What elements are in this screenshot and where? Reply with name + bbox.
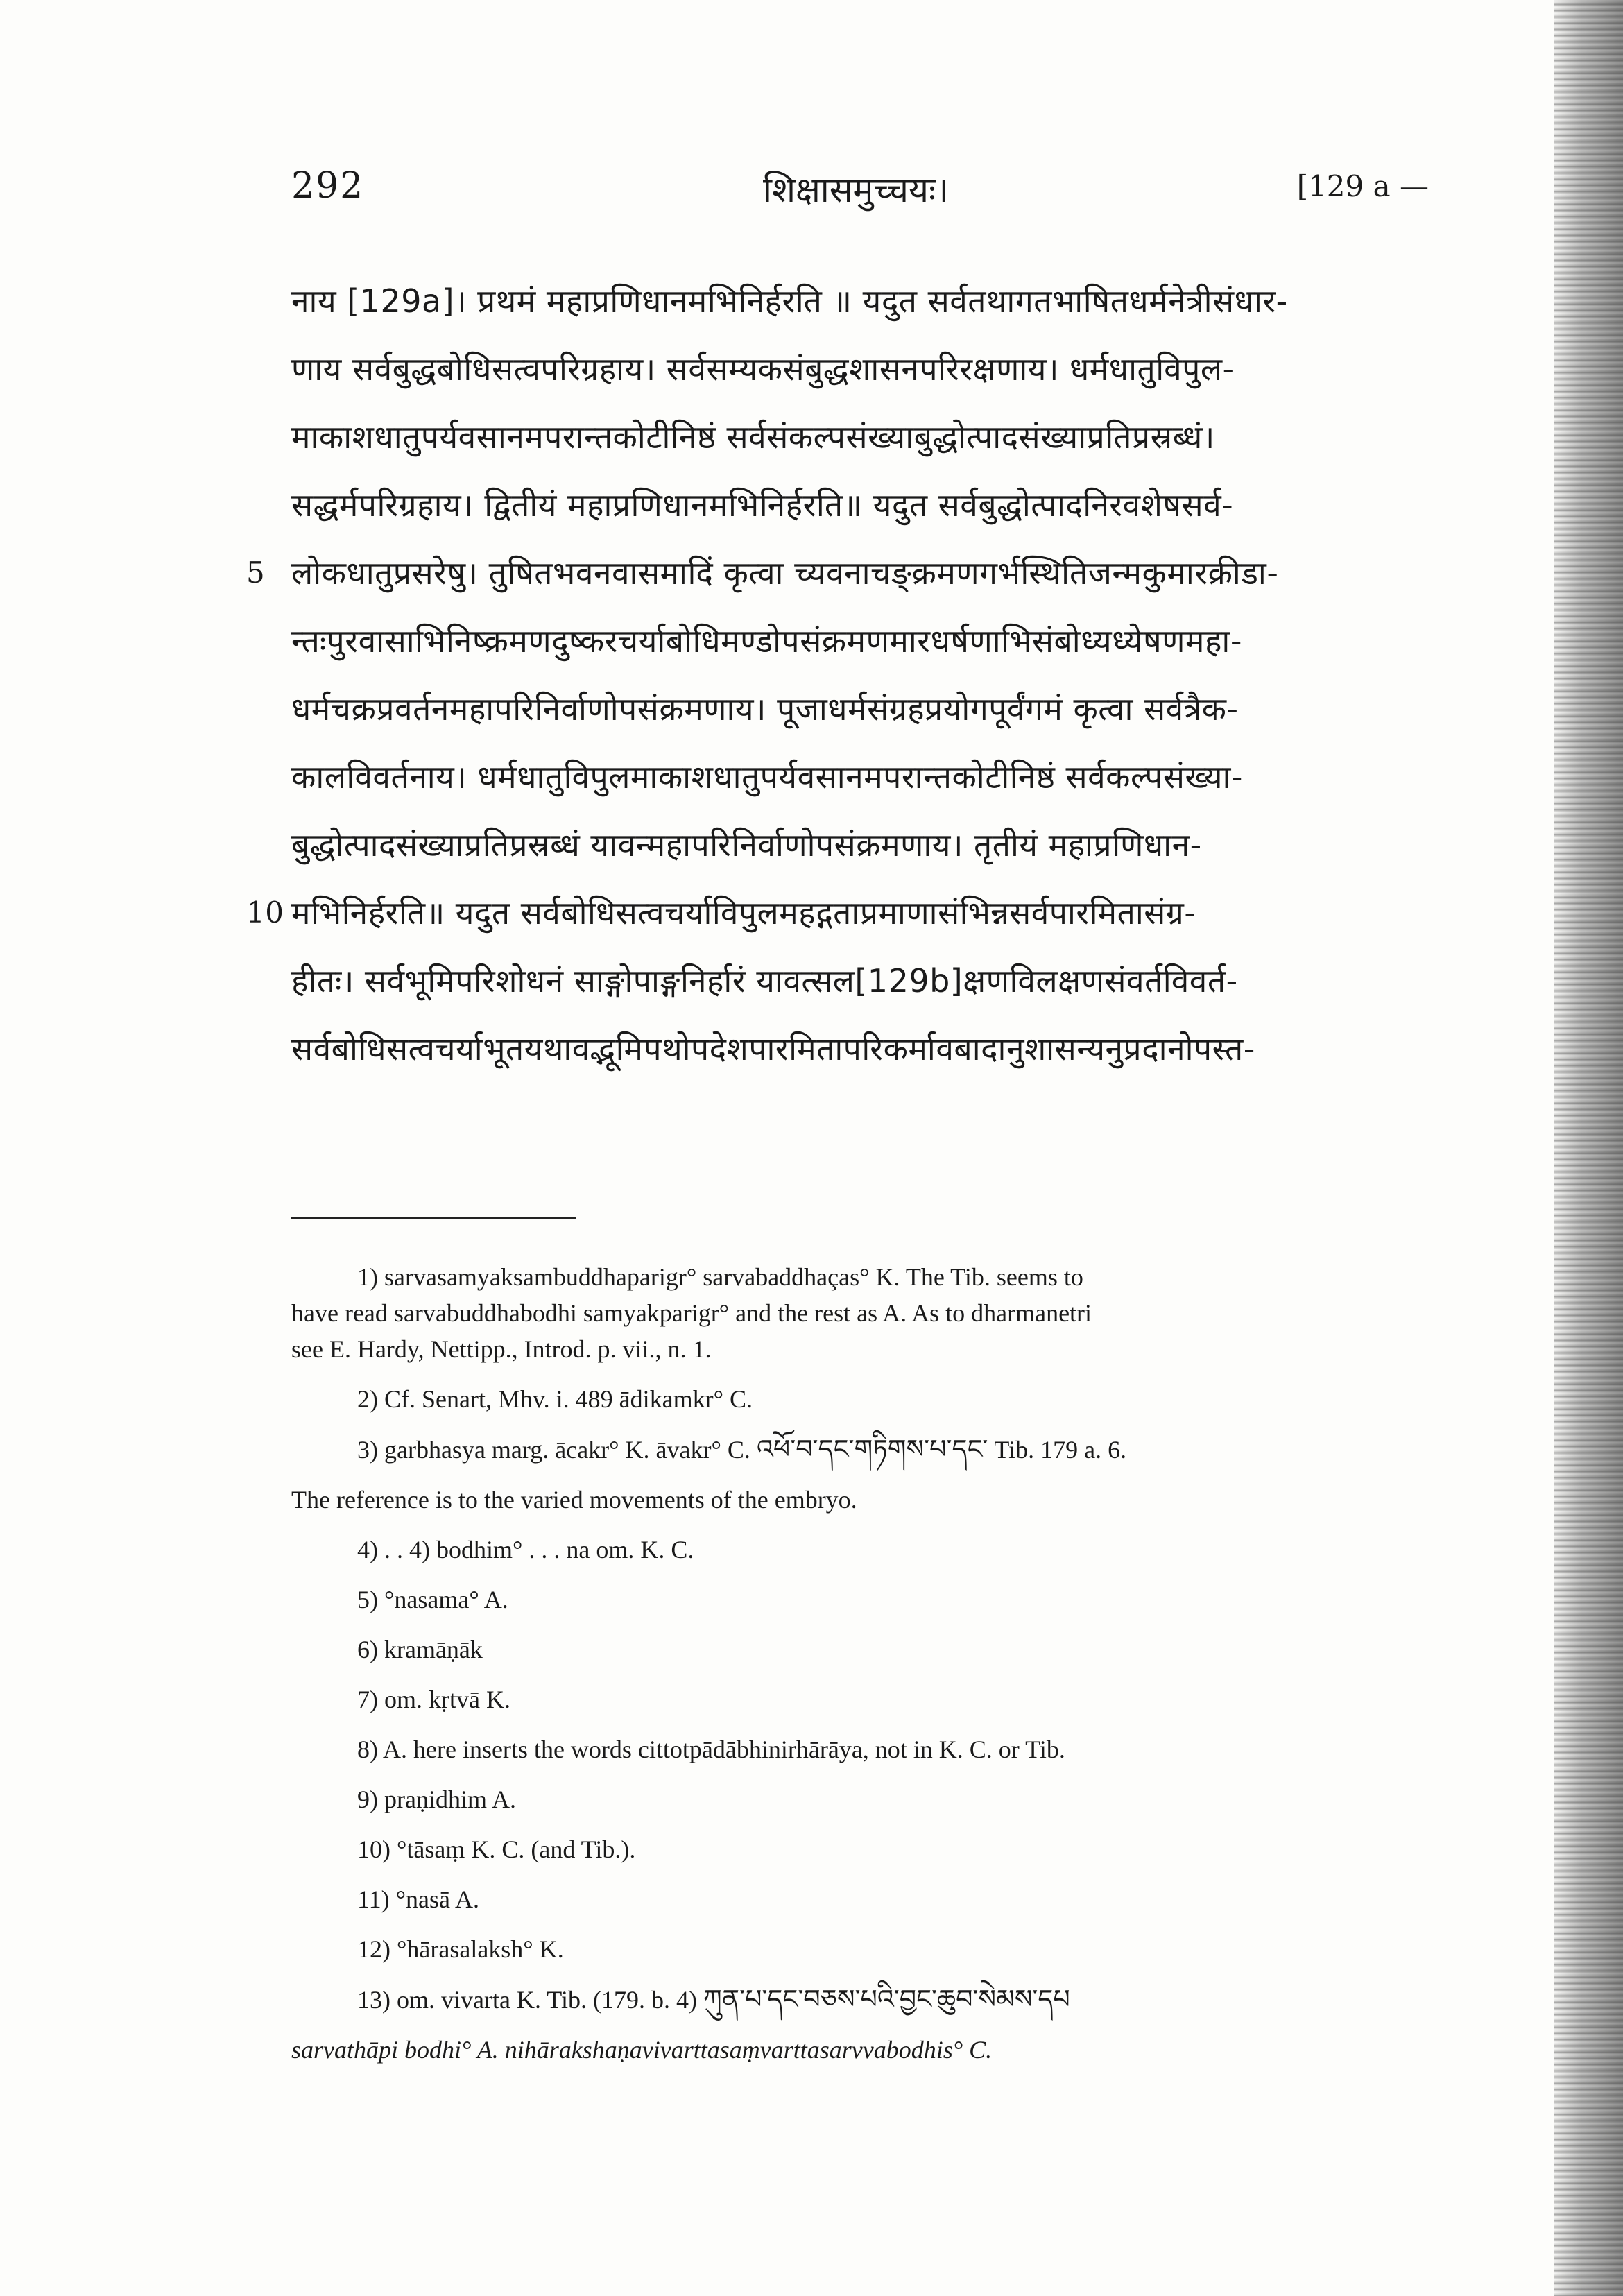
footnote-1 <box>291 1259 1429 1367</box>
tibetan-text: འཕོ་བ་དང་གཏིགས་པ་དང་ <box>756 1434 988 1464</box>
footnote-7: 7) om. kṛtvā K. <box>357 1686 510 1713</box>
text-line <box>291 811 1436 879</box>
text-line <box>291 1015 1436 1083</box>
line-text: णाय सर्वबुद्धबोधिसत्वपरिग्रहाय। सर्वसम्यकसंबुद्धशासनपरिरक्षणाय। धर्मधातुविपुल- <box>291 350 1235 388</box>
line-text: सर्वबोधिसत्वचर्याभूतयथावद्भूमिपथोपदेशपारमितापरिकर्मावबादानुशासन्यनुप्रदानोपस्त- <box>291 1030 1255 1068</box>
footnote-line: 1) sarvasamyaksambuddhaparigr° sarvabaddhaças° K. The Tib. seems to <box>357 1263 1083 1291</box>
tibetan-text: ཀུན་པ་དང་བཅས་པའི་བྱང་ཆུབ་སེམས་དཔ <box>703 1984 1070 2014</box>
footnote-5: 5) °nasama° A. <box>357 1586 508 1613</box>
folio-reference: [129 a — <box>1296 169 1429 203</box>
line-text: सद्धर्मपरिग्रहाय। द्वितीयं महाप्रणिधानमभिनिर्हरति॥ यदुत सर्वबुद्धोत्पादनिरवशेषसर्व- <box>291 486 1234 524</box>
line-text: माकाशधातुपर्यवसानमपरान्तकोटीनिष्ठं सर्वसंकल्पसंख्याबुद्धोत्पादसंख्याप्रतिप्रस्रब्धं। <box>291 418 1215 456</box>
footnote-separator-rule <box>291 1217 576 1219</box>
footnote-3 <box>291 1431 1429 1468</box>
line-number: 5 <box>246 556 266 590</box>
line-text: हीतः। सर्वभूमिपरिशोधनं साङ्गोपाङ्गनिर्हारं यावत्सल[129b]क्षणविलक्षणसंवर्तविवर्त- <box>291 962 1238 1000</box>
line-text: मभिनिर्हरति॥ यदुत सर्वबोधिसत्वचर्याविपुलमहद्गताप्रमाणासंभिन्नसर्वपारमितासंग्र- <box>291 894 1196 932</box>
footnote-6: 6) kramāṇāk <box>357 1636 483 1663</box>
page-number: 292 <box>291 165 365 207</box>
footnote-10: 10) °tāsaṃ K. C. (and Tib.). <box>357 1835 636 1863</box>
text-line <box>291 675 1436 743</box>
text-line <box>291 267 1436 335</box>
footnote-line: have read sarvabuddhabodhi samyakparigr° and the rest as A. As to dharmanetri <box>291 1299 1092 1327</box>
footnote-9: 9) praṇidhim A. <box>357 1785 516 1813</box>
footnote-11: 11) °nasā A. <box>357 1885 480 1913</box>
sanskrit-main-text <box>246 267 1436 1083</box>
text-line <box>291 403 1436 471</box>
footnote-13 <box>291 1981 1429 2018</box>
running-title: शिक्षासमुच्चयः। <box>763 170 950 210</box>
line-text: नाय [129a]। प्रथमं महाप्रणिधानमभिनिर्हरति ॥ यदुत सर्वतथागतभाषितधर्मनेत्रीसंधार- <box>291 282 1288 320</box>
line-text: लोकधातुप्रसरेषु। तुषितभवनवासमादिं कृत्वा च्यवनाचङ्क्रमणगर्भस्थितिजन्मकुमारक्रीडा- <box>291 554 1279 592</box>
line-text: कालविवर्तनाय। धर्मधातुविपुलमाकाशधातुपर्यवसानमपरान्तकोटीनिष्ठं सर्वकल्पसंख्या- <box>291 758 1244 796</box>
text-line <box>291 607 1436 675</box>
footnote-13-continuation: sarvathāpi bodhi° A. nihārakshaṇavivarttasaṃvarttasarvvabodhis° C. <box>291 2036 993 2064</box>
footnote-text: 3) garbhasya marg. ācakr° K. āvakr° C. <box>357 1436 750 1464</box>
text-line <box>246 879 1436 947</box>
footnotes <box>291 1259 1429 2082</box>
footnote-2: 2) Cf. Senart, Mhv. i. 489 ādikamkr° C. <box>357 1385 753 1413</box>
footnote-text: 13) om. vivarta K. Tib. (179. b. 4) <box>357 1986 697 2014</box>
text-line <box>291 471 1436 539</box>
footnote-3-continuation: The reference is to the varied movements of the embryo. <box>291 1486 857 1514</box>
footnote-4: 4) . . 4) bodhim° . . . na om. K. C. <box>357 1536 694 1563</box>
page-header <box>291 165 1429 214</box>
line-number: 10 <box>246 896 284 929</box>
text-line <box>291 743 1436 811</box>
text-line <box>246 539 1436 607</box>
footnote-8: 8) A. here inserts the words cittotpādābhinirhārāya, not in K. C. or Tib. <box>357 1736 1065 1763</box>
line-text: धर्मचक्रप्रवर्तनमहापरिनिर्वाणोपसंक्रमणाय। पूजाधर्मसंग्रहप्रयोगपूर्वंगमं कृत्वा सर्वत्रैक- <box>291 690 1239 728</box>
text-line <box>291 335 1436 403</box>
text-line <box>291 947 1436 1015</box>
footnote-text: Tib. 179 a. 6. <box>994 1436 1127 1464</box>
footnote-line: see E. Hardy, Nettipp., Introd. p. vii., n. 1. <box>291 1335 712 1363</box>
line-text: न्तःपुरवासाभिनिष्क्रमणदुष्करचर्याबोधिमण्डोपसंक्रमणमारधर्षणाभिसंबोध्यध्येषणमहा- <box>291 622 1242 660</box>
footnote-12: 12) °hārasalaksh° K. <box>357 1935 564 1963</box>
page-edge-shadow <box>1554 0 1623 2296</box>
line-text: बुद्धोत्पादसंख्याप्रतिप्रस्रब्धं यावन्महापरिनिर्वाणोपसंक्रमणाय। तृतीयं महाप्रणिधान- <box>291 826 1202 864</box>
